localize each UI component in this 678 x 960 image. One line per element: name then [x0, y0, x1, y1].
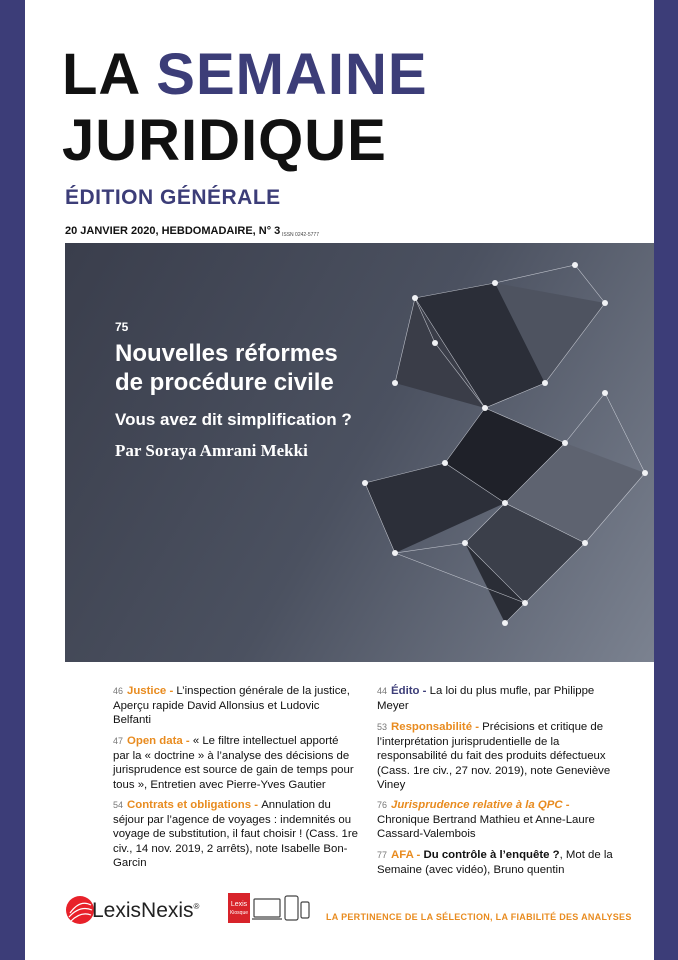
masthead-line1: LA SEMAINE — [62, 42, 428, 107]
toc-item[interactable]: 54 Contrats et obligations - Annulation du séjour par l’agence de voyages : indemnités ou voyage de substitution, il faut choisir ! (Cass. 1re civ., 14 nov. 2019, 2 arrêts), note Isabelle Bon-Garcin — [113, 799, 359, 869]
svg-text:Lexis: Lexis — [230, 901, 248, 908]
article-title: Nouvelles réformes de procédure civile — [115, 340, 338, 396]
dateline: 20 JANVIER 2020, HEBDOMADAIRE, N° 3 — [65, 225, 281, 237]
toc-item[interactable]: 76 Jurisprudence relative à la QPC - Chronique Bertrand Mathieu et Anne-Laure Cassard-Valembois — [377, 799, 595, 840]
toc-section: Responsabilité — [391, 721, 473, 733]
lexis-kiosque-icon — [228, 893, 310, 925]
article-subtitle: Vous avez dit simplification ? — [115, 410, 352, 429]
left-border — [0, 0, 25, 960]
toc-item[interactable]: 44 Édito - La loi du plus mufle, par Philippe Meyer — [377, 685, 595, 712]
article-author: Par Soraya Amrani Mekki — [115, 441, 308, 460]
slogan: LA PERTINENCE DE LA SÉLECTION, LA FIABILITÉ DES ANALYSES — [326, 912, 632, 922]
svg-text:Kiosque: Kiosque — [229, 910, 249, 916]
toc-section: Jurisprudence relative à la QPC — [391, 799, 563, 811]
right-border — [654, 0, 678, 960]
article-number: 75 — [115, 320, 129, 334]
toc-section: Contrats et obligations — [127, 799, 252, 811]
toc-section: Justice — [127, 685, 167, 697]
toc-item[interactable]: 77 AFA - Du contrôle à l’enquête ?, Mot de la Semaine (avec vidéo), Bruno quentin — [377, 849, 613, 876]
issn: ISSN 0242-5777 — [282, 232, 319, 238]
toc-item[interactable]: 47 Open data - « Le filtre intellectuel apporté par la « doctrine » à l’analyse des décisions de jurisprudence est source de gain de temps pour tous », Entretien avec Pierre-Yves Gautier — [113, 735, 354, 791]
toc-section: Open data — [127, 735, 183, 747]
brand-name: LexisNexis® — [92, 899, 200, 922]
toc-section: AFA — [391, 849, 414, 861]
masthead-accent: SEMAINE — [156, 42, 428, 107]
hero-article[interactable] — [65, 243, 654, 662]
edition-label: ÉDITION GÉNÉRALE — [65, 186, 281, 209]
cover-page — [25, 0, 654, 960]
masthead-line2: JURIDIQUE — [62, 108, 387, 173]
toc-section: Édito — [391, 685, 420, 697]
toc-item[interactable]: 46 Justice - L’inspection générale de la justice, Aperçu rapide David Allonsius et Ludovic Belfanti — [113, 685, 350, 726]
toc-link[interactable]: Du contrôle à l’enquête ? — [423, 849, 560, 861]
toc-item[interactable]: 53 Responsabilité - Précisions et critique de l’interprétation jurisprudentielle de la responsabilité du fait des produits défectueux (Cass. 1re civ., 27 nov. 2019), note Geneviève Viney — [377, 721, 611, 791]
